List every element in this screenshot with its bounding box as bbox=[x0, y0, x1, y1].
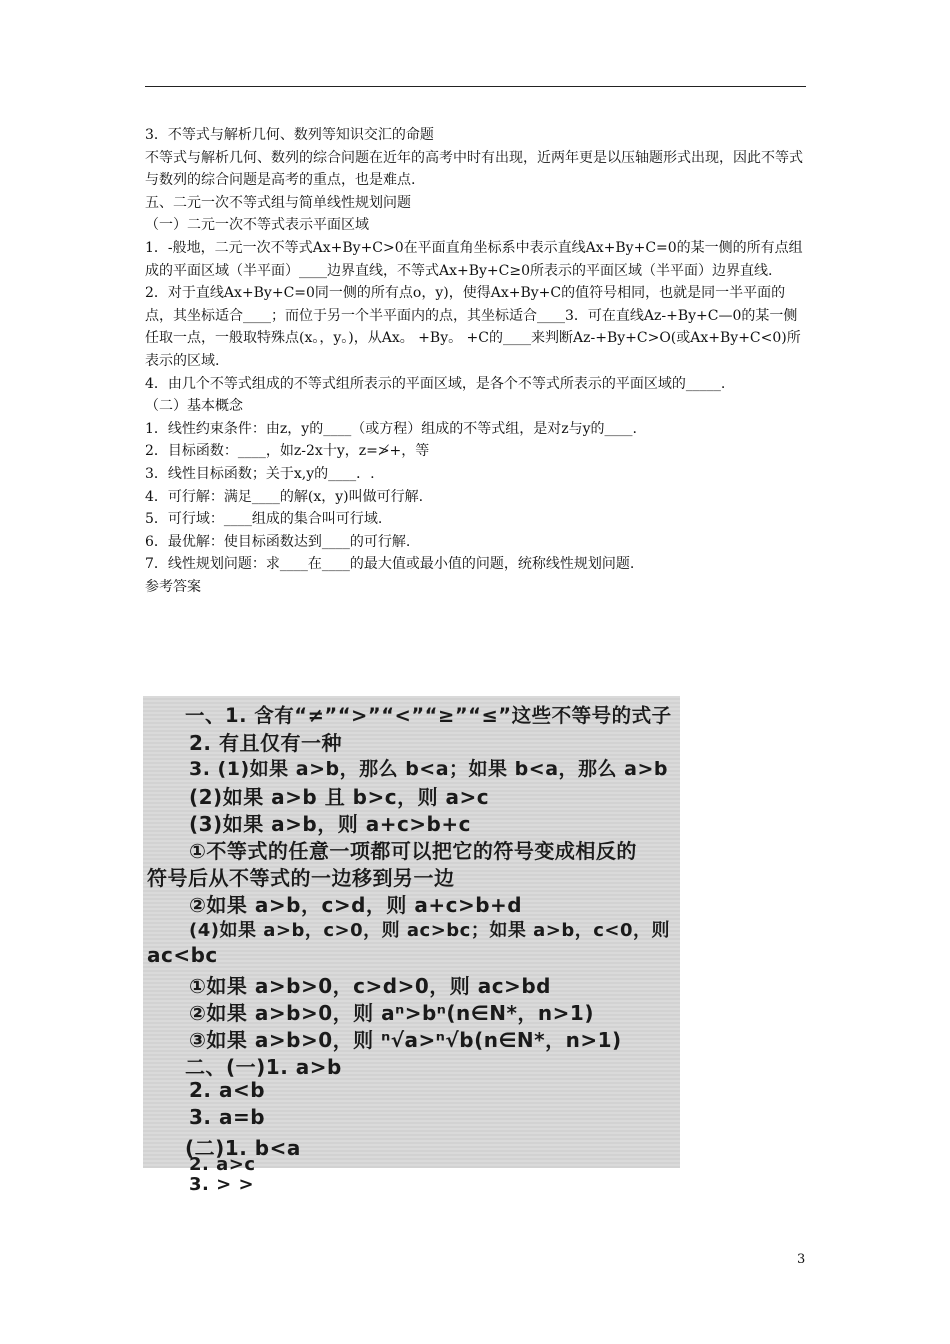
answer-line: 2. a>c bbox=[189, 1154, 256, 1175]
page-number: 3 bbox=[797, 1252, 806, 1267]
list-item: 3．线性目标函数；关于x,y的____．. bbox=[145, 465, 375, 482]
answer-line: 2. 有且仅有一种 bbox=[189, 731, 342, 755]
paragraph: 3．不等式与解析几何、数列等知识交汇的命题 bbox=[145, 127, 434, 143]
paragraph: 1．-般地，二元一次不等式Ax+By+C>0在平面直角坐标系中表示直线Ax+By+C=0的某一侧的所有点组成的平面区域（半平面）____边界直线，不等式Ax+By+C≥0所表示的平面区域（半平面）边界直线. bbox=[145, 239, 803, 279]
answer-line: 3. (1)如果 a>b，那么 b<a；如果 b<a，那么 a>b bbox=[189, 758, 668, 780]
section-heading: 五、二元一次不等式组与简单线性规划问题 bbox=[145, 194, 411, 211]
answer-line: ①如果 a>b>0，c>d>0，则 ac>bd bbox=[189, 974, 551, 998]
paragraph: 2．对于直线Ax+By+C=0同一侧的所有点o，y)，使得Ax+By+C的值符号相同，也就是同一半平面的点，其坐标适合____；而位于另一个半平面内的点，其坐标适合____3．可在直线Az-+By+C—0的某一侧任取一点，一般取特殊点(x。，y。)，从Ax。 +By。 +C的____来判断Az-+By+C>O(或Ax+By+C<0)所表示的区域. bbox=[145, 285, 801, 369]
answer-line: ②如果 a>b，c>d，则 a+c>b+d bbox=[189, 893, 523, 917]
header-rule bbox=[145, 86, 806, 87]
answer-line: ac<bc bbox=[147, 943, 218, 967]
paragraph: 4．由几个不等式组成的不等式组所表示的平面区域，是各个不等式所表示的平面区域的_____. bbox=[145, 375, 726, 392]
answer-line: ①不等式的任意一项都可以把它的符号变成相反的 bbox=[189, 839, 637, 863]
answer-line: 3. a=b bbox=[189, 1105, 266, 1129]
answer-scan-image bbox=[143, 696, 680, 1195]
answer-line: 一、1. 含有“≠”“>”“<”“≥”“≤”这些不等号的式子 bbox=[185, 704, 672, 727]
answer-line: ②如果 a>b>0，则 aⁿ>bⁿ(n∈N*，n>1) bbox=[189, 1001, 594, 1025]
list-item: 6．最优解：使目标函数达到____的可行解. bbox=[145, 533, 411, 550]
answer-line: (4)如果 a>b，c>0，则 ac>bc；如果 a>b，c<0，则 bbox=[189, 920, 671, 941]
paragraph: 不等式与解析几何、数列的综合问题在近年的高考中时有出现，近两年更是以压轴题形式出现，因此不等式与数列的综合问题是高考的重点，也是难点. bbox=[145, 149, 803, 189]
answer-line: 2. a<b bbox=[189, 1078, 266, 1102]
answer-line: 符号后从不等式的一边移到另一边 bbox=[147, 866, 455, 890]
subsection-heading: （二）基本概念 bbox=[145, 398, 243, 415]
answer-line: (2)如果 a>b 且 b>c，则 a>c bbox=[189, 785, 490, 809]
list-item: 4．可行解：满足____的解(x，y)叫做可行解. bbox=[145, 488, 424, 505]
answer-heading: 参考答案 bbox=[145, 578, 201, 595]
answer-line: (二)1. b<a bbox=[185, 1136, 301, 1160]
subsection-heading: （一）二元一次不等式表示平面区域 bbox=[145, 217, 369, 234]
list-item: 7．线性规划问题：求____在____的最大值或最小值的问题，统称线性规划问题. bbox=[145, 556, 635, 573]
answer-line: 二、(一)1. a>b bbox=[185, 1055, 342, 1079]
answer-line: 3. > > bbox=[189, 1174, 255, 1195]
answer-line: ③如果 a>b>0，则 ⁿ√a>ⁿ√b(n∈N*，n>1) bbox=[189, 1028, 622, 1052]
document-body bbox=[145, 124, 807, 598]
list-item: 5．可行域：____组成的集合叫可行域. bbox=[145, 511, 383, 528]
list-item: 1．线性约束条件：由z，y的____（或方程）组成的不等式组，是对z与y的____. bbox=[145, 420, 637, 437]
answer-line: (3)如果 a>b，则 a+c>b+c bbox=[189, 812, 471, 836]
list-item: 2．目标函数：____，如z-2x十y，z=≯+，等 bbox=[145, 443, 430, 460]
